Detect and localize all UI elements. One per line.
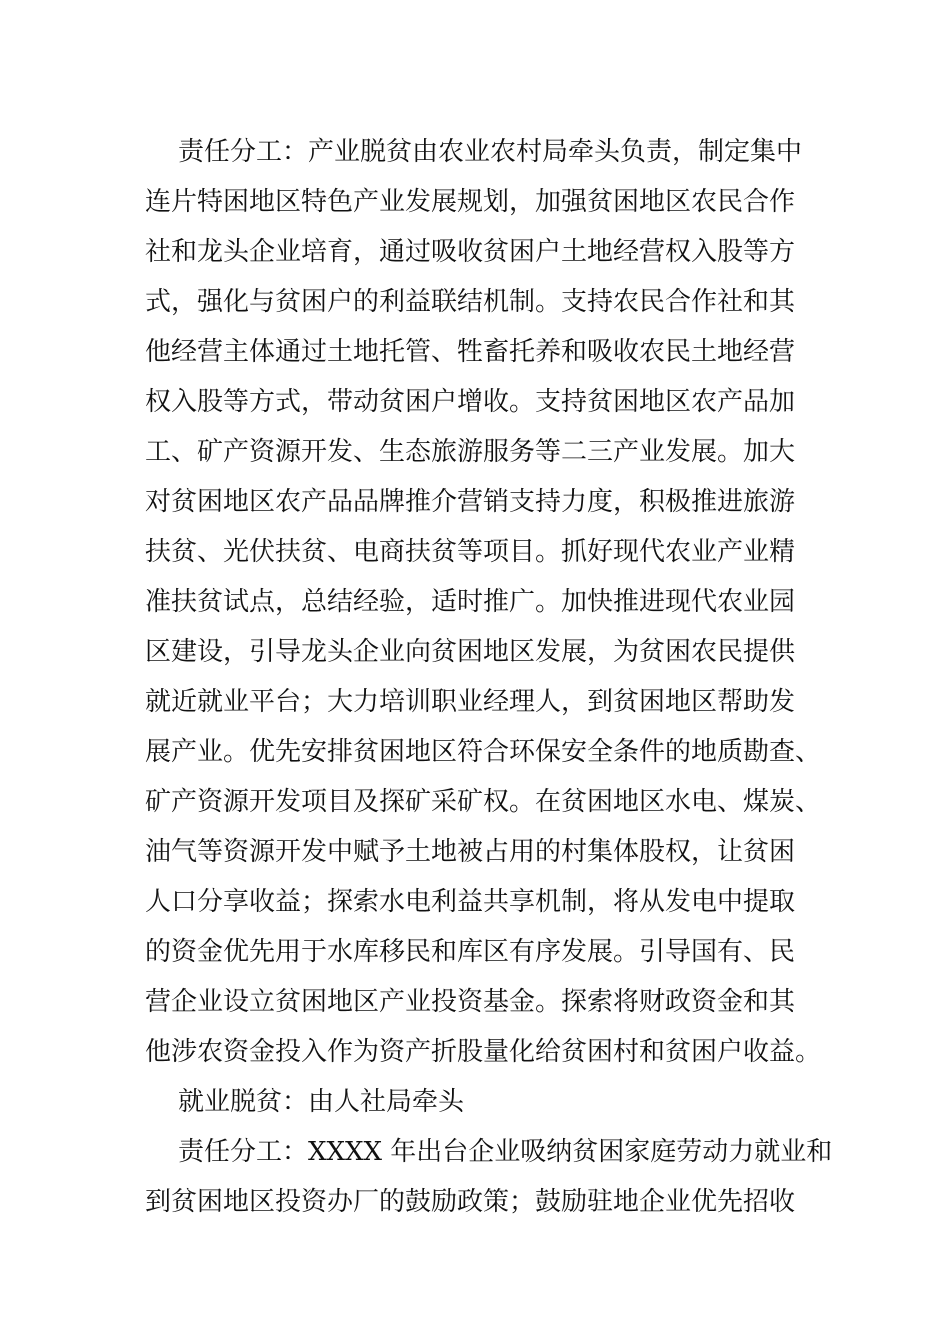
paragraph-line: 对贫困地区农产品品牌推介营销支持力度，积极推进旅游 [145, 487, 796, 517]
paragraph-line: 连片特困地区特色产业发展规划，加强贫困地区农民合作 [145, 187, 796, 217]
paragraph-line: 责任分工：XXXX 年出台企业吸纳贫困家庭劳动力就业和 [178, 1137, 833, 1167]
section-heading: 就业脱贫：由人社局牵头 [178, 1087, 465, 1117]
paragraph-line: 社和龙头企业培育，通过吸收贫困户土地经营权入股等方 [145, 237, 796, 267]
paragraph-line: 他涉农资金投入作为资产折股量化给贫困村和贫困户收益。 [145, 1037, 822, 1067]
paragraph-line: 权入股等方式，带动贫困户增收。支持贫困地区农产品加 [145, 387, 796, 417]
paragraph-line: 人口分享收益；探索水电利益共享机制，将从发电中提取 [145, 887, 796, 917]
paragraph-line: 矿产资源开发项目及探矿采矿权。在贫困地区水电、煤炭、 [145, 787, 822, 817]
paragraph-line: 到贫困地区投资办厂的鼓励政策；鼓励驻地企业优先招收 [145, 1187, 796, 1217]
paragraph-employment-responsibility [145, 1127, 833, 1227]
paragraph-line: 准扶贫试点，总结经验，适时推广。加快推进现代农业园 [145, 587, 796, 617]
paragraph-industry-poverty-alleviation [145, 127, 822, 1077]
paragraph-line: 责任分工：产业脱贫由农业农村局牵头负责，制定集中 [178, 137, 803, 167]
paragraph-line: 就近就业平台；大力培训职业经理人，到贫困地区帮助发 [145, 687, 796, 717]
document-body [145, 127, 833, 1227]
paragraph-line: 区建设，引导龙头企业向贫困地区发展，为贫困农民提供 [145, 637, 796, 667]
paragraph-line: 油气等资源开发中赋予土地被占用的村集体股权，让贫困 [145, 837, 796, 867]
paragraph-line: 他经营主体通过土地托管、牲畜托养和吸收农民土地经营 [145, 337, 796, 367]
paragraph-line: 工、矿产资源开发、生态旅游服务等二三产业发展。加大 [145, 437, 796, 467]
paragraph-line: 展产业。优先安排贫困地区符合环保安全条件的地质勘查、 [145, 737, 822, 767]
paragraph-line: 营企业设立贫困地区产业投资基金。探索将财政资金和其 [145, 987, 796, 1017]
paragraph-line: 的资金优先用于水库移民和库区有序发展。引导国有、民 [145, 937, 796, 967]
paragraph-line: 式，强化与贫困户的利益联结机制。支持农民合作社和其 [145, 287, 796, 317]
paragraph-line: 扶贫、光伏扶贫、电商扶贫等项目。抓好现代农业产业精 [145, 537, 796, 567]
paragraph-employment-heading [145, 1077, 815, 1127]
